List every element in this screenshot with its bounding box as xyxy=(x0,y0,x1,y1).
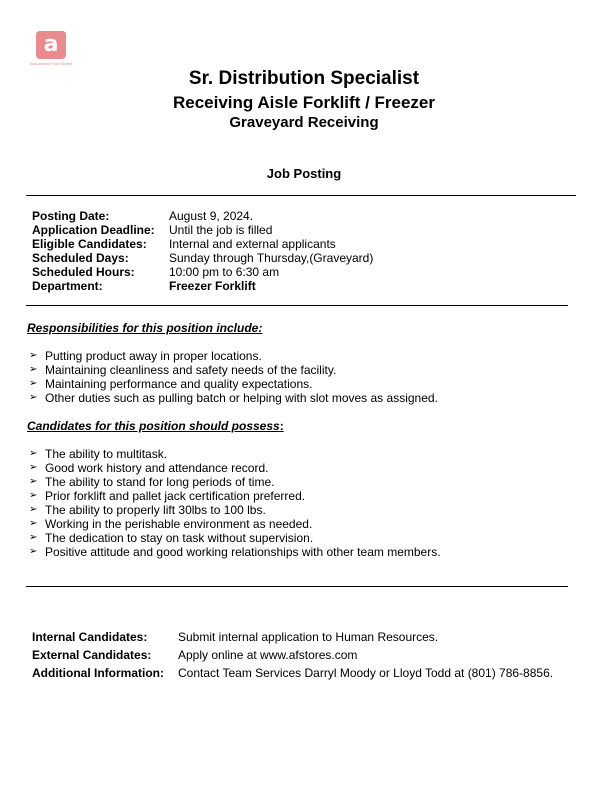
qualifications-heading-text: Candidates for this position should possess xyxy=(27,419,280,433)
apply-value: Contact Team Services Darryl Moody or Lloyd Todd at (801) 786-8856. xyxy=(178,666,554,680)
list-item-text: Other duties such as pulling batch or helping with slot moves as assigned. xyxy=(45,391,438,405)
arrowhead-bullet-icon: ➢ xyxy=(29,504,38,515)
detail-value: Until the job is filled xyxy=(169,223,273,237)
list-item-text: The ability to properly lift 30lbs to 100 lbs. xyxy=(45,503,266,517)
detail-label: Posting Date: xyxy=(32,209,110,223)
list-item-text: Working in the perishable environment as needed. xyxy=(45,517,313,531)
apply-label: Additional Information: xyxy=(32,666,164,680)
divider-bottom xyxy=(26,586,568,587)
job-subtitle: Receiving Aisle Forklift / Freezer xyxy=(172,93,435,112)
list-item-text: Prior forklift and pallet jack certification preferred. xyxy=(45,489,306,503)
list-item xyxy=(27,489,441,503)
detail-label: Department: xyxy=(32,279,103,293)
list-item xyxy=(27,377,438,391)
job-title: Sr. Distribution Specialist xyxy=(188,68,420,89)
divider-details xyxy=(26,305,568,306)
detail-label: Scheduled Days: xyxy=(32,251,129,265)
list-item xyxy=(27,517,441,531)
detail-label: Application Deadline: xyxy=(32,223,155,237)
arrowhead-bullet-icon: ➢ xyxy=(29,364,38,375)
list-item-text: The ability to stand for long periods of time. xyxy=(45,475,275,489)
responsibilities-list xyxy=(27,349,438,405)
section-title: Job Posting xyxy=(266,166,342,181)
apply-label: External Candidates: xyxy=(32,648,152,662)
list-item xyxy=(27,531,441,545)
arrowhead-bullet-icon: ➢ xyxy=(29,476,38,487)
detail-value: Sunday through Thursday,(Graveyard) xyxy=(169,251,374,265)
responsibilities-heading: Responsibilities for this position include: xyxy=(27,321,263,335)
detail-value: August 9, 2024. xyxy=(169,209,254,223)
list-item xyxy=(27,545,441,559)
list-item-text: Good work history and attendance record. xyxy=(45,461,269,475)
arrowhead-bullet-icon: ➢ xyxy=(29,532,38,543)
detail-label: Scheduled Hours: xyxy=(32,265,135,279)
list-item-text: Maintaining performance and quality expectations. xyxy=(45,377,313,391)
arrowhead-bullet-icon: ➢ xyxy=(29,546,38,557)
list-item-text: The dedication to stay on task without supervision. xyxy=(45,531,314,545)
list-item xyxy=(27,363,438,377)
divider-top xyxy=(26,195,576,196)
apply-label: Internal Candidates: xyxy=(32,630,148,644)
apply-value: Apply online at www.afstores.com xyxy=(178,648,358,662)
list-item xyxy=(27,461,441,475)
arrowhead-bullet-icon: ➢ xyxy=(29,448,38,459)
logo-tagline: Associated Food Stores xyxy=(29,61,73,66)
qualifications-list xyxy=(27,447,441,559)
list-item xyxy=(27,447,441,461)
list-item xyxy=(27,503,441,517)
list-item xyxy=(27,475,441,489)
qualifications-heading-colon: : xyxy=(279,419,284,433)
list-item-text: Maintaining cleanliness and safety needs of the facility. xyxy=(45,363,337,377)
arrowhead-bullet-icon: ➢ xyxy=(29,392,38,403)
logo-letter: a xyxy=(43,32,59,57)
detail-value: Freezer Forklift xyxy=(169,279,256,293)
apply-value: Submit internal application to Human Resources. xyxy=(178,630,439,644)
arrowhead-bullet-icon: ➢ xyxy=(29,378,38,389)
qualifications-heading xyxy=(27,419,284,433)
arrowhead-bullet-icon: ➢ xyxy=(29,490,38,501)
arrowhead-bullet-icon: ➢ xyxy=(29,462,38,473)
arrowhead-bullet-icon: ➢ xyxy=(29,350,38,361)
list-item xyxy=(27,391,438,405)
detail-label: Eligible Candidates: xyxy=(32,237,147,251)
detail-value: Internal and external applicants xyxy=(169,237,336,251)
detail-value: 10:00 pm to 6:30 am xyxy=(169,265,280,279)
arrowhead-bullet-icon: ➢ xyxy=(29,518,38,529)
list-item-text: The ability to multitask. xyxy=(45,447,168,461)
job-shift: Graveyard Receiving xyxy=(229,114,379,131)
list-item-text: Positive attitude and good working relationships with other team members. xyxy=(45,545,441,559)
company-logo xyxy=(36,31,66,59)
list-item-text: Putting product away in proper locations. xyxy=(45,349,262,363)
list-item xyxy=(27,349,438,363)
